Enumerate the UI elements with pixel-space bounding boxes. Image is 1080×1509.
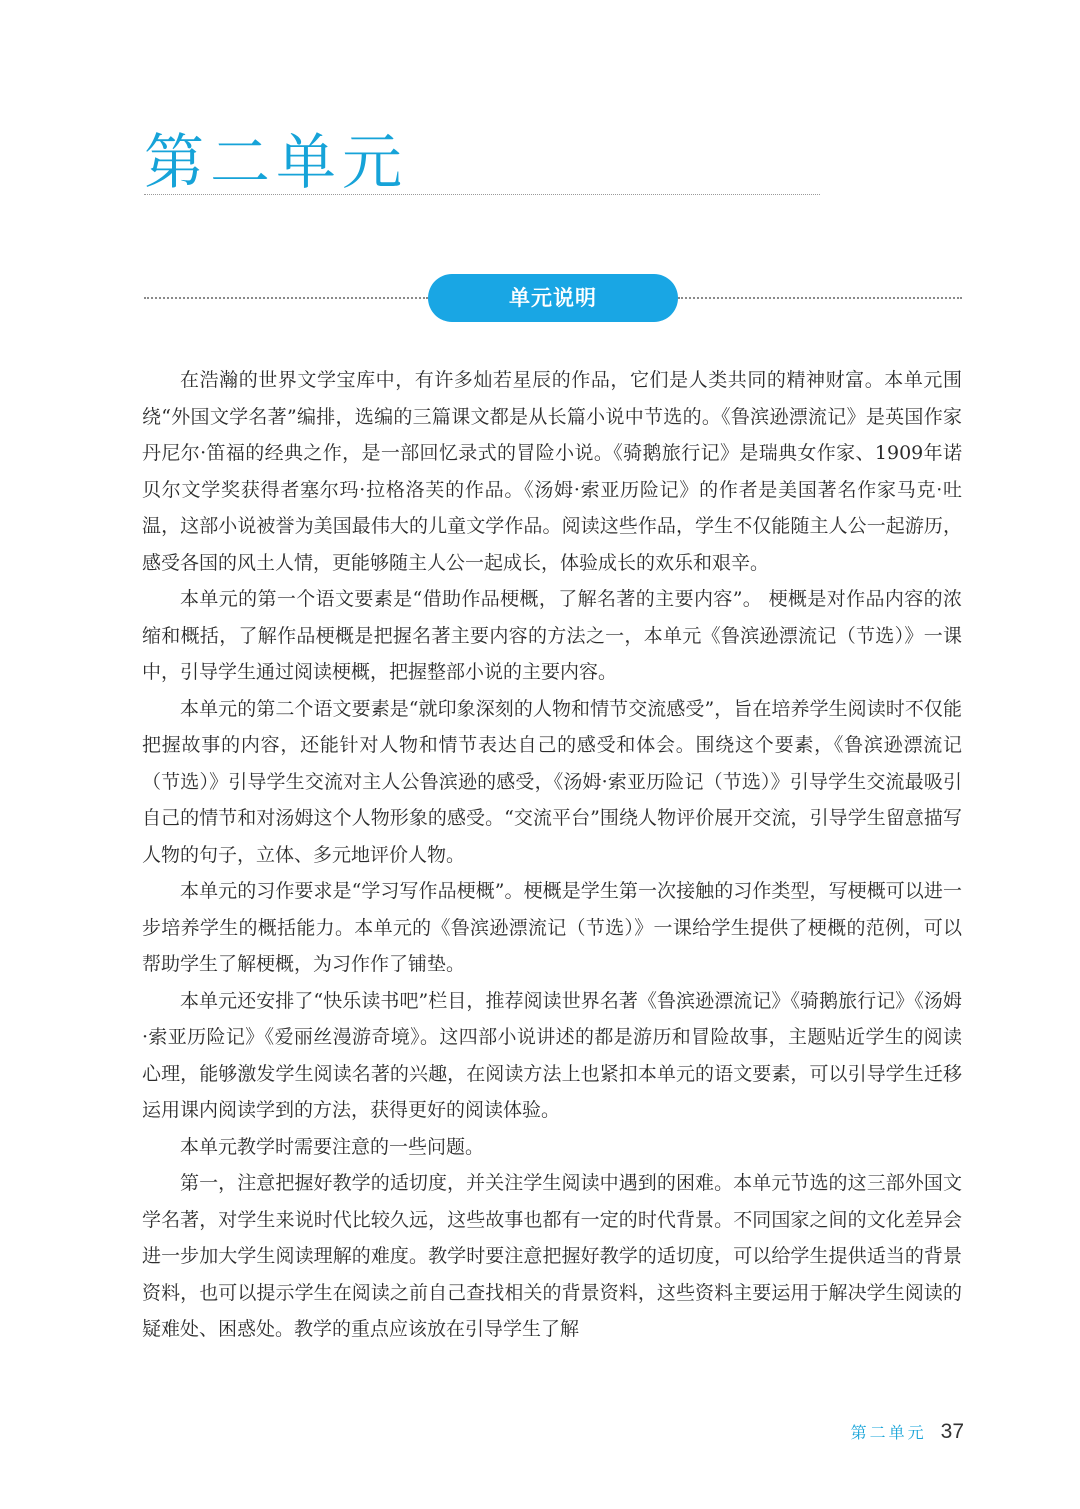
- paragraph-note-one: 第一，注意把握好教学的适切度，并关注学生阅读中遇到的困难。本单元节选的这三部外国文学名著，对学生来说时代比较久远，这些故事也都有一定的时代背景。不同国家之间的文化差异会进一步加大学生阅读理解的难度。教学时要注意把握好教学的适切度，可以给学生提供适当的背景资料，也可以提示学生在阅读之前自己查找相关的背景资料，这些资料主要运用于解决学生阅读的疑难处、困惑处。教学的重点应该放在引导学生了解: [142, 1172, 962, 1340]
- title-divider: [144, 194, 820, 195]
- unit-title: 第二单元: [144, 128, 408, 198]
- section-divider-right: [678, 297, 962, 299]
- paragraph-notes-intro: 本单元教学时需要注意的一些问题。: [180, 1135, 485, 1158]
- body-text: [142, 362, 962, 1348]
- footer-unit-label: 第二单元: [850, 1423, 927, 1442]
- section-title-badge: 单元说明: [428, 274, 678, 322]
- paragraph-writing: 本单元的习作要求是“学习写作品梗概”。梗概是学生第一次接触的习作类型，写梗概可以进一步培养学生的概括能力。本单元的《鲁滨逊漂流记（节选）》一课给学生提供了梗概的范例，可以帮助学生了解梗概，为习作作了铺垫。: [142, 880, 962, 975]
- page-number: 37: [940, 1420, 964, 1443]
- page-footer: [851, 1420, 964, 1450]
- section-divider-left: [144, 297, 428, 299]
- paragraph-intro: 在浩瀚的世界文学宝库中，有许多灿若星辰的作品，它们是人类共同的精神财富。本单元围绕“外国文学名著”编排，选编的三篇课文都是从长篇小说中节选的。《鲁滨逊漂流记》是英国作家丹尼尔·笛福的经典之作，是一部回忆录式的冒险小说。《骑鹅旅行记》是瑞典女作家、1909年诺贝尔文学奖获得者塞尔玛·拉格洛芙的作品。《汤姆·索亚历险记》的作者是美国著名作家马克·吐温，这部小说被誉为美国最伟大的儿童文学作品。阅读这些作品，学生不仅能随主人公一起游历，感受各国的风土人情，更能够随主人公一起成长，体验成长的欢乐和艰辛。: [142, 369, 962, 574]
- paragraph-reading-bar: 本单元还安排了“快乐读书吧”栏目，推荐阅读世界名著《鲁滨逊漂流记》《骑鹅旅行记》《汤姆·索亚历险记》《爱丽丝漫游奇境》。这四部小说讲述的都是游历和冒险故事，主题贴近学生的阅读心理，能够激发学生阅读名著的兴趣，在阅读方法上也紧扣本单元的语文要素，可以引导学生迁移运用课内阅读学到的方法，获得更好的阅读体验。: [142, 989, 962, 1121]
- section-header: [144, 274, 962, 324]
- paragraph-element-two: 本单元的第二个语文要素是“就印象深刻的人物和情节交流感受”，旨在培养学生阅读时不仅能把握故事的内容，还能针对人物和情节表达自己的感受和体会。围绕这个要素，《鲁滨逊漂流记（节选）》引导学生交流对主人公鲁滨逊的感受，《汤姆·索亚历险记（节选）》引导学生交流最吸引自己的情节和对汤姆这个人物形象的感受。“交流平台”围绕人物评价展开交流，引导学生留意描写人物的句子，立体、多元地评价人物。: [142, 697, 962, 866]
- paragraph-element-one: 本单元的第一个语文要素是“借助作品梗概，了解名著的主要内容”。 梗概是对作品内容的浓缩和概括，了解作品梗概是把握名著主要内容的方法之一，本单元《鲁滨逊漂流记（节选）》一课中，引导学生通过阅读梗概，把握整部小说的主要内容。: [142, 588, 962, 683]
